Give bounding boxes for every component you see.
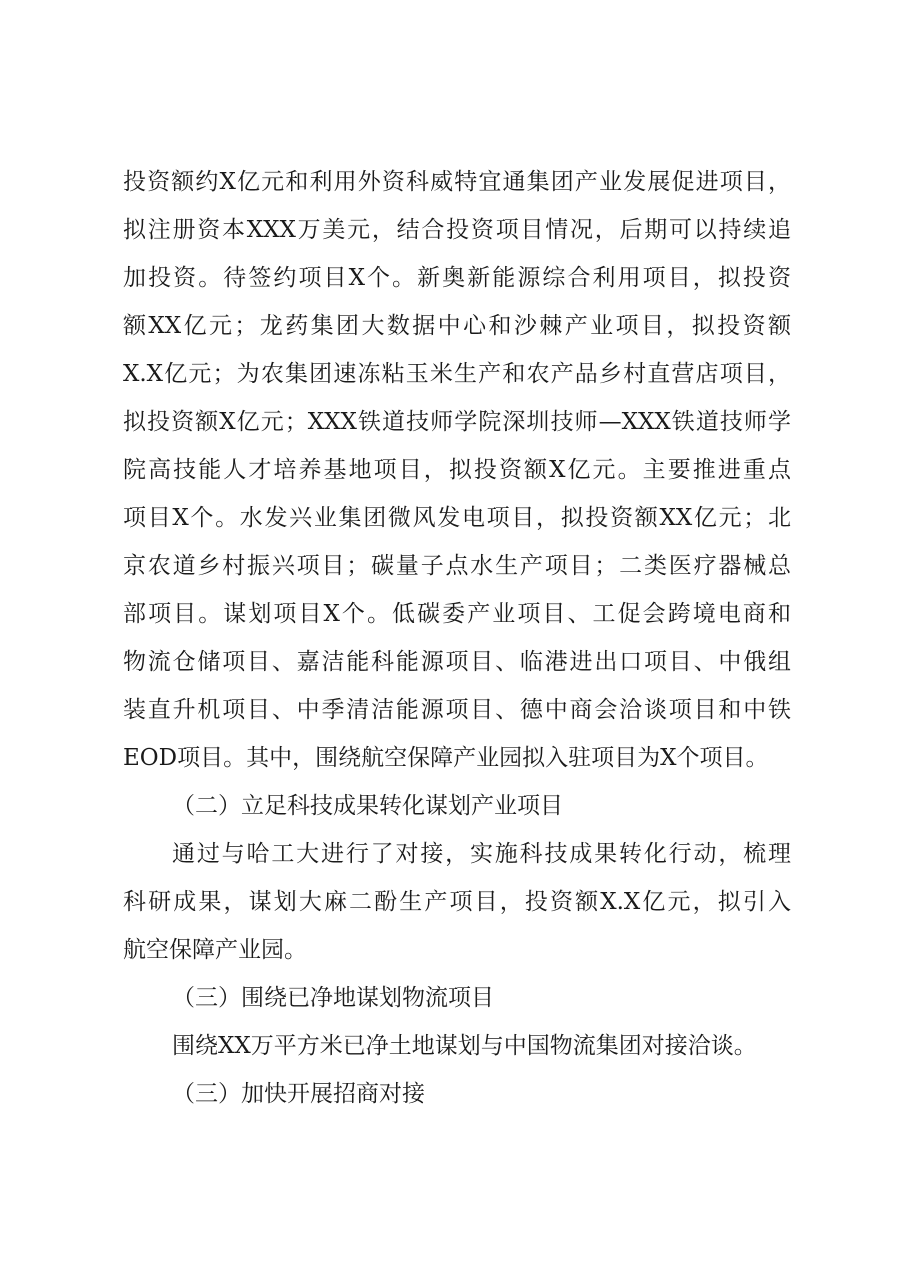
paragraph-line: EOD项目。其中，围绕航空保障产业园拟入驻项目为X个项目。 [123, 745, 769, 771]
paragraph-line: 装直升机项目、中季清洁能源项目、德中商会洽谈项目和中铁 [123, 697, 791, 723]
paragraph-line: 物流仓储项目、嘉洁能科能源项目、临港进出口项目、中俄组 [123, 649, 791, 675]
section-heading: （三）加快开展招商对接 [172, 1081, 425, 1107]
paragraph-line: 加投资。待签约项目X个。新奥新能源综合利用项目，拟投资 [123, 265, 791, 291]
paragraph-line: 围绕XX万平方米已净土地谋划与中国物流集团对接洽谈。 [172, 1033, 757, 1059]
paragraph-line: 京农道乡村振兴项目；碳量子点水生产项目；二类医疗器械总 [123, 553, 791, 579]
paragraph-line: 院高技能人才培养基地项目，拟投资额X亿元。主要推进重点 [123, 457, 791, 483]
paragraph-line: 拟注册资本XXX万美元，结合投资项目情况，后期可以持续追 [123, 217, 791, 243]
paragraph-line: 部项目。谋划项目X个。低碳委产业项目、工促会跨境电商和 [123, 601, 791, 627]
paragraph-line: 额XX亿元；龙药集团大数据中心和沙棘产业项目，拟投资额 [123, 313, 791, 339]
paragraph-line: 项目X个。水发兴业集团微风发电项目，拟投资额XX亿元；北 [123, 505, 791, 531]
paragraph-line: X.X亿元；为农集团速冻粘玉米生产和农产品乡村直营店项目， [123, 361, 791, 387]
paragraph-line: 科研成果，谋划大麻二酚生产项目，投资额X.X亿元，拟引入 [123, 889, 791, 915]
section-heading: （二）立足科技成果转化谋划产业项目 [172, 793, 563, 819]
paragraph-line: 投资额约X亿元和利用外资科威特宜通集团产业发展促进项目， [123, 169, 791, 195]
paragraph-line: 通过与哈工大进行了对接，实施科技成果转化行动，梳理 [172, 841, 791, 867]
paragraph-line: 拟投资额X亿元；XXX铁道技师学院深圳技师—XXX铁道技师学 [123, 409, 791, 435]
section-heading: （三）围绕已净地谋划物流项目 [172, 985, 494, 1011]
paragraph-line: 航空保障产业园。 [123, 937, 307, 963]
